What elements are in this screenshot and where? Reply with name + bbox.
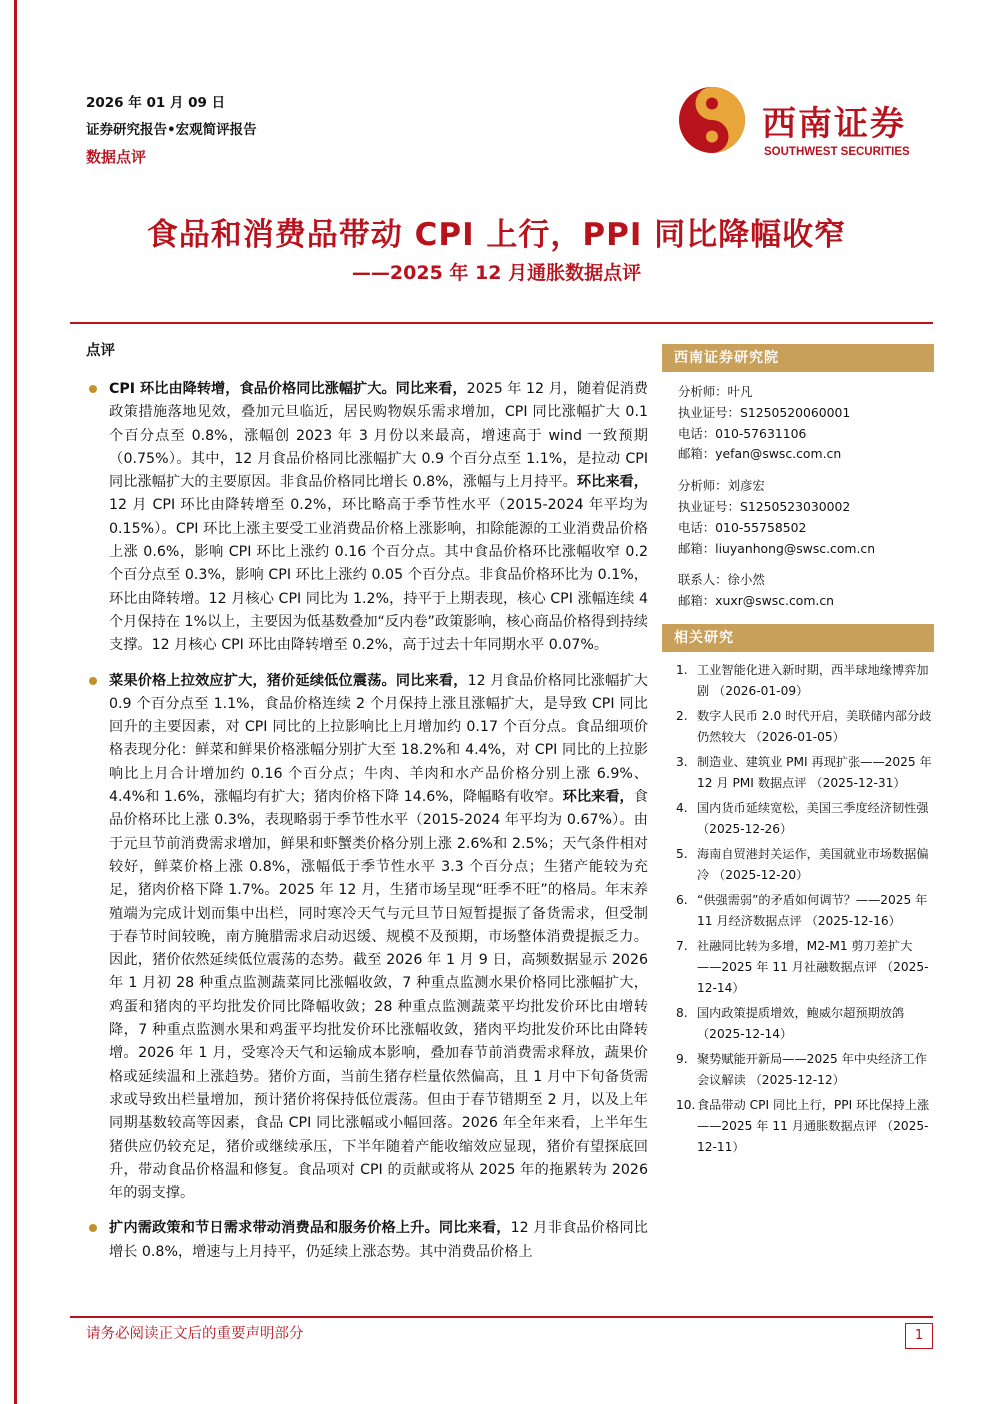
related-item-text: 工业智能化进入新时期，西半球地缘博弈加剧 （2026-01-09） — [697, 662, 929, 698]
related-item-number: 4. — [676, 800, 688, 815]
related-item[interactable] — [676, 660, 934, 702]
paragraph-food — [86, 670, 648, 1206]
related-item-number: 3. — [676, 754, 688, 769]
contact-name: 联系人：徐小然 — [678, 572, 765, 588]
paragraph-cpi — [86, 378, 648, 658]
contact-email: 邮箱：xuxr@swsc.com.cn — [678, 593, 835, 609]
related-item[interactable] — [676, 936, 934, 999]
analyst-email: 邮箱：liuyanhong@swsc.com.cn — [678, 540, 876, 556]
footer-disclaimer: 请务必阅读正文后的重要声明部分 — [86, 1326, 304, 1342]
paragraph-body-2: 12 月 CPI 环比由降转增至 0.2%，环比略高于季节性水平（2015-2024 年平均为 0.15%）。CPI 环比上涨主要受工业消费品价格上涨影响，扣除能源的工业消费品价格上涨 0.6%，影响 CPI 环比上涨约 0.16 个百分点。其中食品价格环比涨幅收窄 0.2 个百分点至 0.3%，影响 CPI 环比上涨约 0.05 个百分点。非食品价格环比为 0.1%，环比由降转增。12 月核心 CPI 同比为 1.2%，持平于上期表现，核心 CPI 涨幅连续 4 个月保持在 1%以上，主要因为低基数叠加“反内卷”政策影响，核心商品价格得到持续支撑。12 月核心 CPI 环比由降转增至 0.2%，高于过去十年同期水平 0.07%。 — [109, 497, 648, 654]
paragraph-lead-2: 环比来看， — [562, 789, 634, 806]
report-title: 食品和消费品带动 CPI 上行，PPI 同比降幅收窄 — [146, 217, 847, 253]
paragraph-body-2: 食品价格环比上涨 0.3%，表现略弱于季节性水平（2015-2024 年平均为 0.67%）。由于元旦节前消费需求增加，鲜果和虾蟹类价格分别上涨 2.6%和 2.5%；天气条件相对较好，鲜菜价格上涨 0.8%，涨幅低于季节性水平 3.3 个百分点；生猪产能较为充足，猪肉价格下降 1.7%。2025 年 12 月，生猪市场呈现“旺季不旺”的格局。年末养殖端为完成计划而集中出栏，同时寒冷天气与元旦节日短暂提振了备货需求，但受制于春节时间较晚，南方腌腊需求启动迟缓、规模不及预期，市场整体消费提振乏力。因此，猪价依然延续低位震荡的态势。截至 2026 年 1 月 9 日，高频数据显示 2026 年 1 月初 28 种重点监测蔬菜同比涨幅收敛，7 种重点监测水果价格同比涨幅扩大，鸡蛋和猪肉的平均批发价同比降幅收敛；28 种重点监测蔬菜平均批发价环比由增转降，7 种重点监测水果和鸡蛋平均批发价环比涨幅收敛，猪肉平均批发价环比由降转增。2026 年 1 月，受寒冷天气和运输成本影响，叠加春节前消费需求释放，蔬果价格或延续温和上涨趋势。猪价方面，当前生猪存栏量依然偏高，且 1 月中下旬备货需求或导致出栏量增加，预计猪价将保持低位震荡。但由于春节错期至 2 月，以及上年同期基数较高等因素，食品 CPI 同比涨幅或小幅回落。2026 年全年来看，上半年生猪供应仍较充足，猪价或继续承压，下半年随着产能收缩效应显现，猪价有望探底回升，带动食品价格温和修复。食品项对 CPI 的贡献或将从 2025 年的拖累转为 2026 年的弱支撑。 — [109, 789, 648, 1202]
paragraph-body: 2025 年 12 月，随着促消费政策措施落地见效，叠加元旦临近，居民购物娱乐需求增加，CPI 同比涨幅扩大 0.1 个百分点至 0.8%，涨幅创 2023 年 3 月份以来最高，增速高于 wind 一致预期（0.75%）。其中，12 月食品价格同比涨幅扩大 0.9 个百分点至 1.1%，是拉动 CPI 同比涨幅扩大的主要原因。非食品价格同比增长 0.8%，涨幅与上月持平。 — [109, 381, 648, 491]
paragraph-body: 12 月非食品价格同比增长 0.8%，增速与上月持平，仍延续上涨态势。其中消费品价格上 — [109, 1220, 648, 1260]
paragraph-lead: 菜果价格上拉效应扩大，猪价延续低位震荡。同比来看， — [109, 672, 468, 689]
analyst-info — [662, 372, 934, 612]
related-item-number: 8. — [676, 1005, 688, 1020]
paragraph-text — [109, 378, 648, 658]
bullet-icon — [89, 1224, 97, 1232]
analyst-name: 分析师：叶凡 — [678, 384, 753, 399]
analyst-phone: 电话：010-57631106 — [678, 425, 807, 441]
report-subtitle: ——2025 年 12 月通胀数据点评 — [351, 262, 642, 284]
related-item[interactable] — [676, 1095, 934, 1158]
related-item-text: “供强需弱”的矛盾如何调节？——2025 年 11 月经济数据点评 （2025-12-16） — [697, 892, 928, 928]
bullet-icon — [89, 677, 97, 685]
report-category: 数据点评 — [86, 148, 147, 166]
related-item-text: 社融同比转为多增，M2-M1 剪刀差扩大——2025 年 11 月社融数据点评 （2025-12-14） — [697, 938, 929, 995]
company-logo — [678, 86, 928, 166]
related-item[interactable] — [676, 1049, 934, 1091]
analyst-cert: 执业证号：S1250523030002 — [678, 498, 851, 514]
related-item-number: 9. — [676, 1051, 688, 1066]
analyst-name: 分析师：刘彦宏 — [678, 478, 765, 494]
footer-divider — [70, 1316, 933, 1318]
related-item-text: 聚势赋能开新局——2025 年中央经济工作会议解读 （2025-12-12） — [697, 1051, 927, 1087]
related-item-number: 5. — [676, 846, 688, 861]
analyst-cert: 执业证号：S1250520060001 — [678, 404, 851, 420]
logo-name-en: SOUTHWEST SECURITIES — [764, 146, 910, 158]
related-item-number: 7. — [676, 938, 688, 953]
paragraph-nonfood — [86, 1217, 648, 1264]
paragraph-text — [109, 1217, 648, 1264]
paragraph-body: 12 月食品价格同比涨幅扩大 0.9 个百分点至 1.1%，食品价格连续 2 个月保持上涨且涨幅扩大，是导致 CPI 同比回升的主要因素，对 CPI 同比的上拉影响比上月增加约 0.17 个百分点。食品细项价格表现分化：鲜菜和鲜果价格涨幅分别扩大至 18.2%和 4.4%，对 CPI 同比的上拉影响比上月合计增加约 0.16 个百分点；牛肉、羊肉和水产品价格分别上涨 6.9%、4.4%和 1.6%，涨幅均有扩大；猪肉价格下降 14.6%，降幅略有收窄。 — [109, 672, 648, 806]
related-item-text: 制造业、建筑业 PMI 再现扩张——2025 年 12 月 PMI 数据点评 （2025-12-31） — [697, 754, 932, 790]
related-item[interactable] — [676, 798, 934, 840]
related-item-number: 1. — [676, 662, 688, 677]
paragraph-lead-2: 环比来看， — [576, 474, 648, 491]
analyst-email: 邮箱：yefan@swsc.com.cn — [678, 446, 842, 462]
related-research-list — [662, 652, 934, 1158]
logo-name-cn: 西南证券 — [762, 104, 906, 144]
paragraph-text — [109, 670, 648, 1206]
report-type: 证券研究报告•宏观简评报告 — [86, 122, 257, 138]
related-item[interactable] — [676, 706, 934, 748]
main-column — [86, 340, 648, 1264]
related-item-number: 6. — [676, 892, 688, 907]
related-item[interactable] — [676, 1003, 934, 1045]
paragraph-lead: 扩内需政策和节日需求带动消费品和服务价格上升。同比来看， — [109, 1220, 511, 1237]
bullet-icon — [89, 385, 97, 393]
paragraph-lead: CPI 环比由降转增，食品价格同比涨幅扩大。同比来看， — [109, 381, 467, 397]
analyst-phone: 电话：010-55758502 — [678, 519, 807, 535]
logo-emblem-icon — [678, 86, 746, 154]
related-item-text: 国内货币延续宽松，美国三季度经济韧性强 （2025-12-26） — [697, 800, 929, 836]
related-item-number: 10. — [676, 1097, 696, 1112]
related-item[interactable] — [676, 752, 934, 794]
page-number: 1 — [905, 1323, 933, 1349]
related-item-number: 2. — [676, 708, 688, 723]
title-divider — [70, 322, 933, 324]
related-item-text: 食品带动 CPI 同比上行，PPI 环比保持上涨——2025 年 11 月通胀数据点评 （2025-12-11） — [697, 1097, 930, 1154]
related-research-heading: 相关研究 — [662, 624, 934, 652]
related-item-text: 数字人民币 2.0 时代开启，美联储内部分歧仍然较大 （2026-01-05） — [697, 708, 932, 744]
related-item[interactable] — [676, 844, 934, 886]
report-date: 2026 年 01 月 09 日 — [86, 95, 226, 111]
related-item[interactable] — [676, 890, 934, 932]
sidebar — [662, 344, 934, 1162]
related-item-text: 海南自贸港封关运作，美国就业市场数据偏冷 （2025-12-20） — [697, 846, 929, 882]
section-heading: 点评 — [86, 343, 115, 359]
institute-heading: 西南证券研究院 — [662, 344, 934, 372]
related-item-text: 国内政策提质增效，鲍威尔超预期放鸽 （2025-12-14） — [697, 1005, 905, 1041]
